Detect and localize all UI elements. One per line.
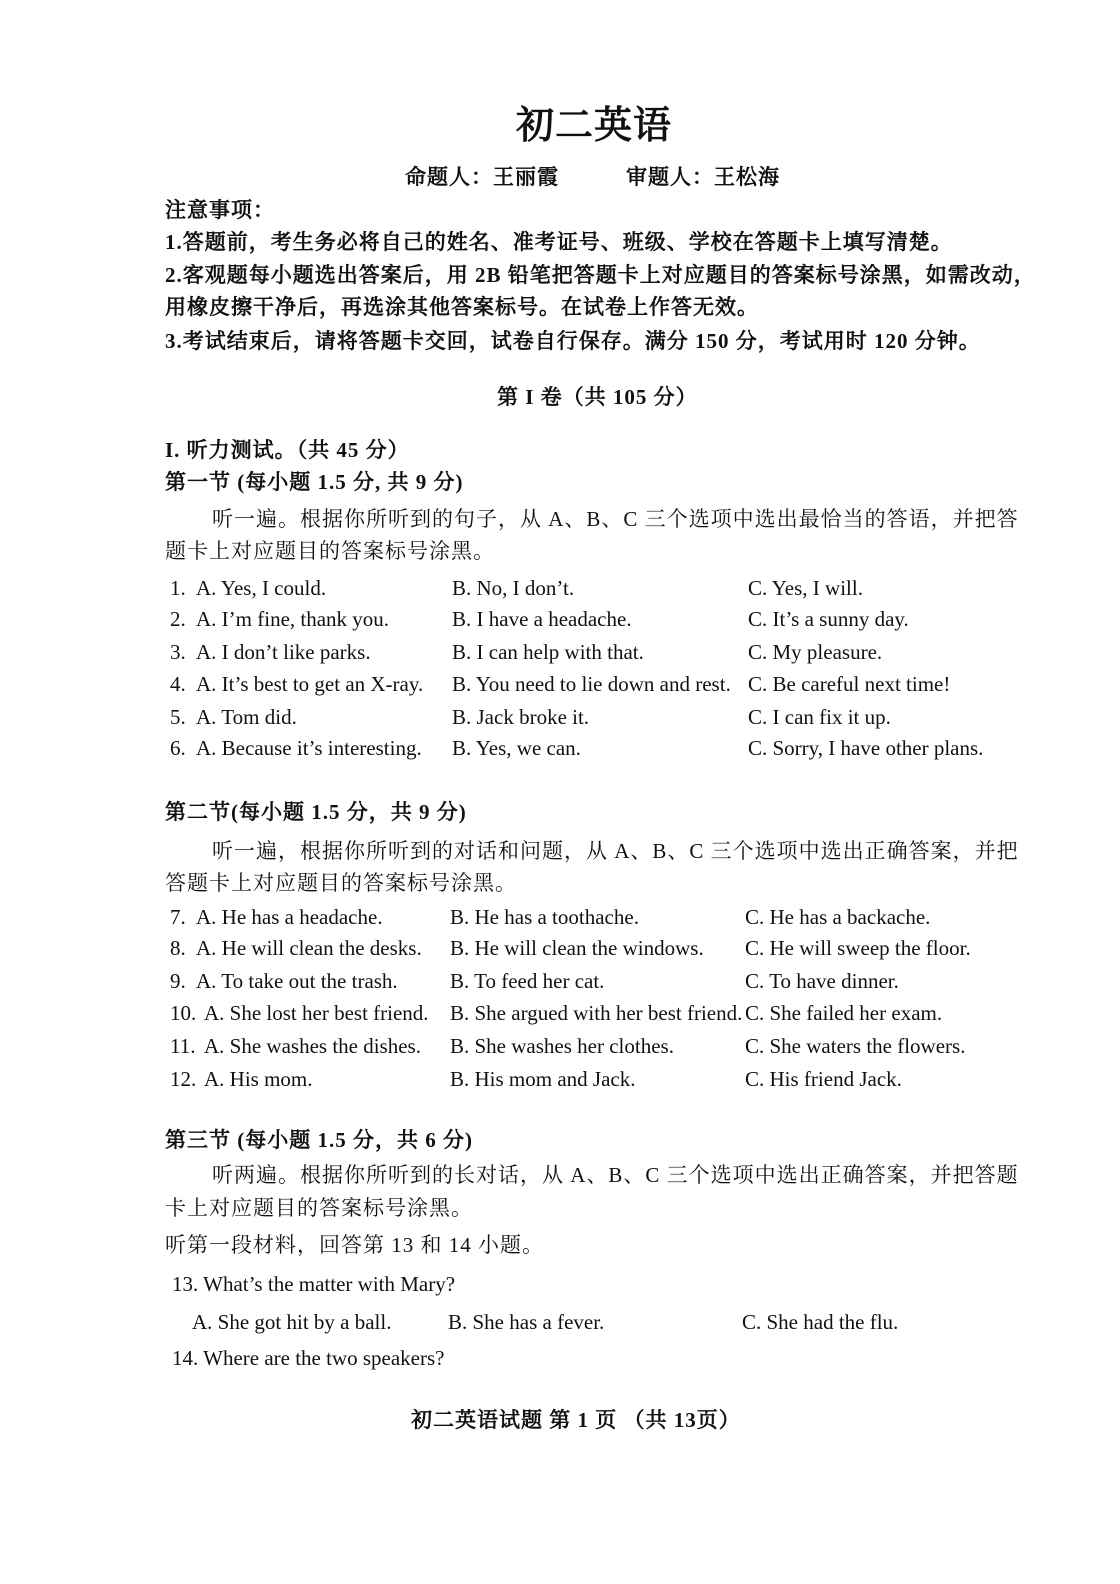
option-c: C. He will sweep the floor. (745, 936, 971, 960)
option-a: A. I don’t like parks. (196, 640, 371, 664)
question-number: 6. (170, 736, 186, 760)
question-number: 1. (170, 576, 186, 600)
option-b: B. I have a headache. (452, 607, 632, 631)
option-b: B. I can help with that. (452, 640, 644, 664)
option-b: B. She argued with her best friend. (450, 1001, 743, 1025)
question-number: 5. (170, 705, 186, 729)
material-note: 听第一段材料，回答第 13 和 14 小题。 (165, 1233, 544, 1257)
option-a: A. To take out the trash. (196, 969, 398, 993)
option-b: B. She has a fever. (448, 1310, 605, 1334)
option-a: A. Tom did. (196, 705, 297, 729)
note-line: 用橡皮擦干净后，再选涂其他答案标号。在试卷上作答无效。 (165, 295, 759, 319)
question-row-10 (0, 999, 1120, 1027)
note-line: 3.考试结束后，请将答题卡交回，试卷自行保存。满分 150 分，考试用时 120 分钟。 (165, 329, 981, 353)
option-c: C. Yes, I will. (748, 576, 863, 600)
option-b: B. To feed her cat. (450, 969, 605, 993)
page-footer: 初二英语试题 第 1 页 （共 13页） (411, 1408, 741, 1432)
note-line: 2.客观题每小题选出答案后，用 2B 铅笔把答题卡上对应题目的答案标号涂黑，如需改动， (165, 263, 1036, 287)
option-c: C. I can fix it up. (748, 705, 891, 729)
listening-title: I. 听力测试。（共 45 分） (165, 438, 410, 462)
question-row-6 (0, 734, 1120, 762)
part-title: 第 I 卷（共 105 分） (497, 385, 698, 409)
option-a: A. I’m fine, thank you. (196, 607, 390, 631)
option-c: C. Be careful next time! (748, 672, 951, 696)
question-13-stem: 13. What’s the matter with Mary? (172, 1272, 456, 1296)
question-row-9 (0, 967, 1120, 995)
option-b: B. His mom and Jack. (450, 1067, 636, 1091)
option-b: B. He will clean the windows. (450, 936, 704, 960)
question-row-5 (0, 703, 1120, 731)
option-b: B. Jack broke it. (452, 705, 590, 729)
section-1-title: 第一节 (每小题 1.5 分, 共 9 分) (165, 470, 464, 494)
option-a: A. She washes the dishes. (204, 1034, 421, 1058)
option-a: A. Because it’s interesting. (196, 736, 422, 760)
option-c: C. Sorry, I have other plans. (748, 736, 984, 760)
option-a: A. Yes, I could. (196, 576, 327, 600)
section-3-instruction: 卡上对应题目的答案标号涂黑。 (165, 1196, 473, 1220)
option-c: C. His friend Jack. (745, 1067, 902, 1091)
option-b: B. No, I don’t. (452, 576, 575, 600)
question-number: 12. (170, 1067, 197, 1091)
question-row-12 (0, 1065, 1120, 1093)
section-2-title: 第二节(每小题 1.5 分，共 9 分) (165, 800, 467, 824)
section-2-instruction: 听一遍，根据你所听到的对话和问题，从 A、B、C 三个选项中选出正确答案，并把 (212, 839, 1019, 863)
option-c: C. He has a backache. (745, 905, 931, 929)
question-number: 9. (170, 969, 186, 993)
option-a: A. His mom. (204, 1067, 313, 1091)
section-3-instruction: 听两遍。根据你所听到的长对话，从 A、B、C 三个选项中选出正确答案，并把答题 (212, 1163, 1019, 1187)
question-row-3 (0, 638, 1120, 666)
section-3-title: 第三节 (每小题 1.5 分，共 6 分) (165, 1128, 473, 1152)
question-row-11 (0, 1032, 1120, 1060)
option-a: A. It’s best to get an X-ray. (196, 672, 424, 696)
question-14-stem: 14. Where are the two speakers? (172, 1346, 445, 1370)
question-row-1 (0, 574, 1120, 602)
option-b: B. You need to lie down and rest. (452, 672, 731, 696)
question-number: 8. (170, 936, 186, 960)
section-1-instruction: 听一遍。根据你所听到的句子，从 A、B、C 三个选项中选出最恰当的答语，并把答 (212, 507, 1019, 531)
section-1-instruction: 题卡上对应题目的答案标号涂黑。 (165, 539, 495, 563)
option-a: A. She got hit by a ball. (192, 1310, 392, 1334)
option-c: C. To have dinner. (745, 969, 899, 993)
question-reviewer: 审题人：王松海 (626, 165, 780, 189)
section-2-instruction: 答题卡上对应题目的答案标号涂黑。 (165, 871, 517, 895)
option-c: C. She had the flu. (742, 1310, 899, 1334)
notes-heading: 注意事项： (165, 198, 275, 222)
question-setter: 命题人：王丽霞 (405, 165, 559, 189)
question-row-2 (0, 605, 1120, 633)
option-c: C. It’s a sunny day. (748, 607, 909, 631)
option-a: A. He has a headache. (196, 905, 383, 929)
question-number: 11. (170, 1034, 196, 1058)
question-number: 10. (170, 1001, 197, 1025)
option-a: A. He will clean the desks. (196, 936, 422, 960)
question-number: 4. (170, 672, 186, 696)
option-c: C. My pleasure. (748, 640, 883, 664)
question-row-4 (0, 670, 1120, 698)
question-row-7 (0, 903, 1120, 931)
option-b: B. Yes, we can. (452, 736, 581, 760)
option-a: A. She lost her best friend. (204, 1001, 429, 1025)
option-c: C. She waters the flowers. (745, 1034, 966, 1058)
question-number: 7. (170, 905, 186, 929)
question-number: 3. (170, 640, 186, 664)
option-c: C. She failed her exam. (745, 1001, 943, 1025)
option-b: B. He has a toothache. (450, 905, 639, 929)
question-row-13-options (0, 1308, 1120, 1336)
question-number: 2. (170, 607, 186, 631)
option-b: B. She washes her clothes. (450, 1034, 674, 1058)
exam-title: 初二英语 (516, 105, 673, 147)
question-row-8 (0, 934, 1120, 962)
note-line: 1.答题前，考生务必将自己的姓名、准考证号、班级、学校在答题卡上填写清楚。 (165, 230, 953, 254)
